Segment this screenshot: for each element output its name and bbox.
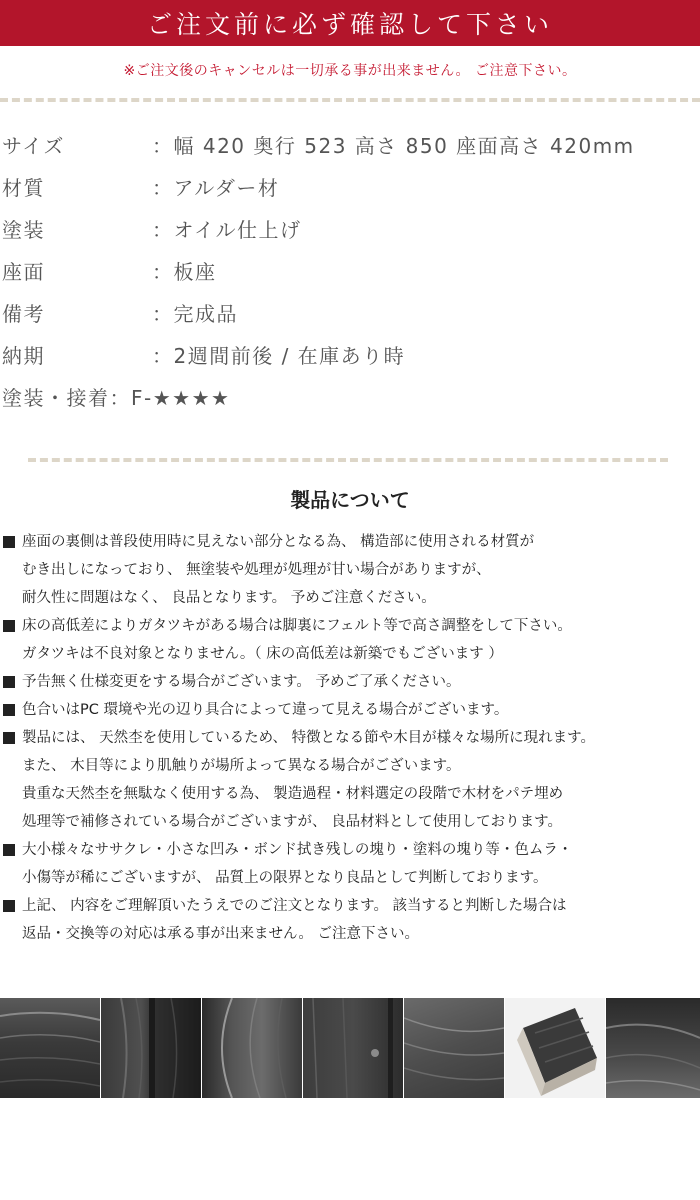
section-title: 製品について [290, 488, 410, 512]
note-line: 床の高低差によりガタツキがある場合は脚裏にフェルト等で高さ調整をして下さい。 [22, 618, 572, 634]
spec-label: 塗装 [2, 217, 45, 242]
dashed-divider-middle [28, 458, 668, 462]
note-item [0, 724, 700, 836]
wood-detail-gallery [0, 998, 700, 1098]
square-bullet-icon [3, 620, 15, 632]
cancel-notice: ※ご注文後のキャンセルは一切承る事が出来ません。 ご注意下さい。 [123, 63, 577, 79]
spec-value: ：アルダー材 [152, 175, 280, 200]
spec-value: ：オイル仕上げ [152, 217, 302, 242]
chair-leg-photo [505, 998, 605, 1098]
spec-label: 納期 [2, 343, 45, 368]
note-line: 耐久性に問題はなく、 良品となります。 予めご注意ください。 [22, 590, 436, 606]
spec-row-finish [0, 207, 700, 249]
spec-value: ：板座 [152, 259, 217, 284]
square-bullet-icon [3, 536, 15, 548]
spec-row-remarks [0, 291, 700, 333]
header-banner [0, 0, 700, 46]
wood-grain-photo [404, 998, 504, 1098]
note-line: 小傷等が稀にございますが、 品質上の限界となり良品として判断しております。 [22, 870, 548, 886]
note-item [0, 528, 700, 612]
spec-value: ：幅 420 奥行 523 高さ 850 座面高さ 420mm [152, 133, 635, 158]
note-line: 貴重な天然杢を無駄なく使用する為、 製造過程・材料選定の段階で木材をパテ埋め [22, 786, 564, 802]
note-line: ガタツキは不良対象となりません。（ 床の高低差は新築でもございます ） [22, 646, 503, 662]
note-item [0, 668, 700, 696]
square-bullet-icon [3, 844, 15, 856]
note-item [0, 892, 700, 948]
square-bullet-icon [3, 900, 15, 912]
note-line: また、 木目等により肌触りが場所よって異なる場合がございます。 [22, 758, 461, 774]
square-bullet-icon [3, 732, 15, 744]
spec-label: サイズ [2, 133, 65, 158]
spec-label: 塗装・接着 [2, 385, 110, 410]
note-line: 返品・交換等の対応は承る事が出来ません。 ご注意下さい。 [22, 926, 419, 942]
note-line: 色合いはPC 環境や光の辺り具合によって違って見える場合がございます。 [22, 702, 509, 718]
square-bullet-icon [3, 676, 15, 688]
note-line: むき出しになっており、 無塗装や処理が処理が甘い場合がありますが、 [22, 562, 491, 578]
wood-grain-photo [303, 998, 403, 1098]
note-line: 座面の裏側は普段使用時に見えない部分となる為、 構造部に使用される材質が [22, 534, 535, 550]
note-item [0, 696, 700, 724]
square-bullet-icon [3, 704, 15, 716]
dashed-divider-top [0, 98, 700, 102]
spec-row-seat [0, 249, 700, 291]
wood-grain-photo [101, 998, 201, 1098]
wood-grain-photo [202, 998, 302, 1098]
spec-table [0, 123, 700, 417]
spec-row-delivery [0, 333, 700, 375]
banner-title: ご注文前に必ず確認して下さい [146, 10, 553, 39]
note-line: 処理等で補修されている場合がございますが、 良品材料として使用しております。 [22, 814, 562, 830]
note-item [0, 612, 700, 668]
note-item [0, 836, 700, 892]
spec-row-formaldehyde [0, 375, 700, 417]
note-line: 製品には、 天然杢を使用しているため、 特徴となる節や木目が様々な場所に現れます。 [22, 730, 595, 746]
spec-label: 座面 [2, 259, 45, 284]
spec-value: ：2週間前後 / 在庫あり時 [152, 343, 406, 368]
note-line: 予告無く仕様変更をする場合がございます。 予めご了承ください。 [22, 674, 461, 690]
spec-value: ：完成品 [152, 301, 238, 326]
spec-row-material [0, 165, 700, 207]
spec-row-size [0, 123, 700, 165]
spec-value: ：F-★★★★ [109, 385, 231, 410]
wood-grain-photo [606, 998, 700, 1098]
spec-label: 備考 [2, 301, 45, 326]
product-notes [0, 528, 700, 948]
note-line: 上記、 内容をご理解頂いたうえでのご注文となります。 該当すると判断した場合は [22, 898, 567, 914]
note-line: 大小様々なササクレ・小さな凹み・ボンド拭き残しの塊り・塗料の塊り等・色ムラ・ [22, 842, 573, 858]
spec-label: 材質 [2, 175, 45, 200]
wood-grain-photo [0, 998, 100, 1098]
